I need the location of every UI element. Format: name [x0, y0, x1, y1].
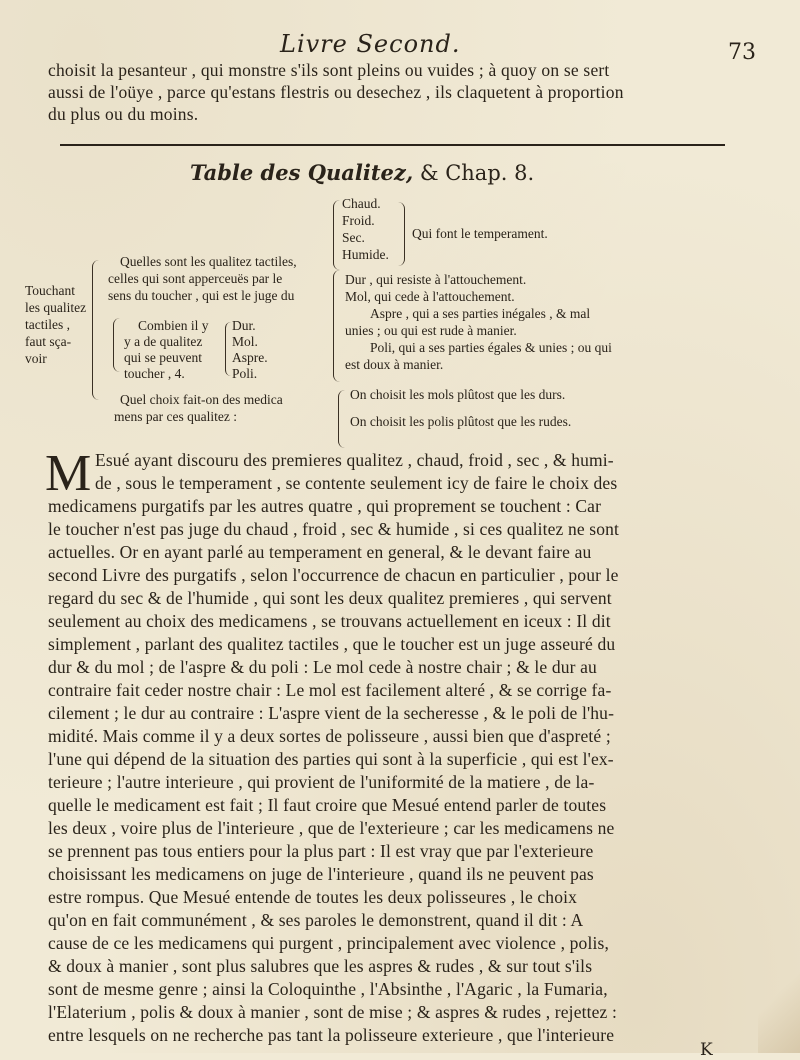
left-label-3: tactiles , [25, 317, 70, 332]
definitions-brace [333, 270, 340, 382]
temperament-sec: Sec. [342, 230, 365, 245]
carryover-line-1: choisit la pesanteur , qui monstre s'ils sont pleins ou vuides ; à quoy on se sert [48, 60, 610, 80]
catchword: K [700, 1040, 713, 1060]
body-line: sont de mesme genre ; ainsi la Coloquinthe , l'Absinthe , l'Agaric , la Fumaria, [48, 979, 608, 999]
q3-line-1: Quel choix fait-on des medica [120, 392, 283, 407]
left-label-5: voir [25, 351, 47, 366]
page-corner-fold [758, 958, 800, 1053]
temperament-brace [333, 200, 340, 270]
left-label-4: faut sça- [25, 334, 72, 349]
q2-line-2: y a de qualitez [124, 334, 203, 349]
q2-item-aspre: Aspre. [232, 350, 268, 365]
body-line: l'une qui dépend de la situation des parties qui sont à la superficie , qui est l'ex- [48, 749, 614, 769]
definition-3: Aspre , qui a ses parties inégales , & mal [370, 306, 591, 321]
q2-line-1: Combien il y [138, 318, 209, 333]
q2-items-brace [225, 322, 231, 376]
body-line: seulement au choix des medicamens , se trouvans actuellement en iceux : Il dit [48, 611, 611, 631]
body-line: les deux , voire plus de l'interieure , que de l'exterieure ; car les medicamens ne [48, 818, 615, 838]
table-title-italic: Table des Qualitez, [190, 160, 414, 185]
q2-item-mol: Mol. [232, 334, 258, 349]
definition-2: Mol, qui cede à l'attouchement. [345, 289, 515, 304]
body-line: entre lesquels on ne recherche pas tant la polisseure exterieure , que l'interieure [48, 1025, 615, 1045]
body-line: terieure ; l'autre interieure , qui provient de l'uniformité de la matiere , de la- [48, 772, 595, 792]
page-number: 73 [728, 40, 756, 65]
body-line: qu'on en fait communément , & ses paroles le demonstrent, quand il dit : A [48, 910, 584, 930]
body-line: & doux à manier , sont plus salubres que les aspres & rudes , & sur tout s'ils [48, 956, 593, 976]
table-title [190, 160, 534, 185]
body-line: regard du sec & de l'humide , qui sont les deux qualitez premieres , qui servent [48, 588, 612, 608]
choice-1: On choisit les mols plûtost que les durs. [350, 387, 566, 402]
temperament-chaud: Chaud. [342, 196, 381, 211]
temperament-humide: Humide. [342, 247, 389, 262]
q1-line-3: sens du toucher , qui est le juge du [108, 288, 295, 303]
q1-line-2: celles qui sont apperceuës par le [108, 271, 283, 286]
q3-line-2: mens par ces qualitez : [114, 409, 237, 424]
temperament-note: Qui font le temperament. [412, 226, 548, 241]
definition-1: Dur , qui resiste à l'attouchement. [345, 272, 527, 287]
body-line: estre rompus. Que Mesué entende de toutes les deux polisseures , le choix [48, 887, 578, 907]
body-line: cilement ; le dur au contraire : L'aspre vient de la secheresse , & le poli de l'hu- [48, 703, 615, 723]
q2-item-poli: Poli. [232, 366, 258, 381]
temperament-close-brace [398, 202, 405, 266]
carryover-line-2: aussi de l'oüye , parce qu'estans flestris ou desechez , ils claquetent à proportion [48, 82, 624, 102]
body-line: quelle le medicament est fait ; Il faut croire que Mesué entend parler de toutes [48, 795, 607, 815]
drop-cap: M [45, 445, 92, 502]
definition-6: est doux à manier. [345, 357, 444, 372]
left-label-2: les qualitez [25, 300, 87, 315]
left-label-1: Touchant [25, 283, 76, 298]
body-line: Esué ayant discouru des premieres qualitez , chaud, froid , sec , & humi- [95, 450, 614, 470]
q2-brace [113, 318, 120, 372]
q2-item-dur: Dur. [232, 318, 256, 333]
choices-brace [338, 390, 345, 448]
body-line: dur & du mol ; de l'aspre & du poli : Le mol cede à nostre chair ; & le dur au [48, 657, 597, 677]
body-line: se prennent pas tous entiers pour la plus part : Il est vray que par l'exterieure [48, 841, 594, 861]
body-line: de , sous le temperament , se contente seulement icy de faire le choix des [95, 473, 618, 493]
body-line: medicamens purgatifs par les autres quatre , qui proprement se touchent : Car [48, 496, 602, 516]
running-title: Livre Second. [280, 30, 461, 58]
table-title-rest: & Chap. 8. [419, 161, 535, 185]
body-line: midité. Mais comme il y a deux sortes de polisseure , aussi bien que d'aspreté ; [48, 726, 611, 746]
body-line: actuelles. Or en ayant parlé au temperament en general, & le devant faire au [48, 542, 592, 562]
body-line: second Livre des purgatifs , selon l'occurrence de chacun en particulier , pour le [48, 565, 619, 585]
q1-line-1: Quelles sont les qualitez tactiles, [120, 254, 297, 269]
q2-line-4: toucher , 4. [124, 366, 185, 381]
q2-line-3: qui se peuvent [124, 350, 202, 365]
section-rule [60, 144, 725, 146]
carryover-line-3: du plus ou du moins. [48, 104, 199, 124]
body-line: l'Elaterium , polis & doux à manier , sont de mise ; & aspres & rudes , rejettez : [48, 1002, 618, 1022]
body-line: cause de ce les medicamens qui purgent , principalement avec violence , polis, [48, 933, 609, 953]
choice-2: On choisit les polis plûtost que les rudes. [350, 414, 572, 429]
main-brace [92, 260, 101, 400]
body-line: choisissant les medicamens on juge de l'interieure , quand ils ne peuvent pas [48, 864, 594, 884]
definition-4: unies ; ou qui est rude à manier. [345, 323, 517, 338]
definition-5: Poli, qui a ses parties égales & unies ; ou qui [370, 340, 612, 355]
body-line: contraire fait ceder nostre chair : Le mol est facilement alteré , & se corrige fa- [48, 680, 612, 700]
body-line: le toucher n'est pas juge du chaud , froid , sec & humide , si ces qualitez ne sont [48, 519, 620, 539]
temperament-froid: Froid. [342, 213, 375, 228]
body-line: simplement , parlant des qualitez tactiles , que le toucher est un juge asseuré du [48, 634, 616, 654]
